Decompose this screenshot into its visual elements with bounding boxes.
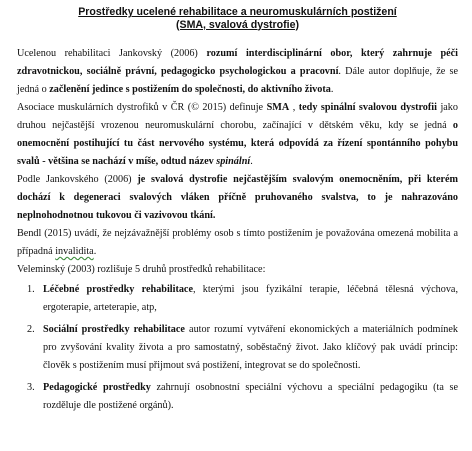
- spellcheck-word: invalidita: [55, 246, 94, 257]
- paragraph-sma: [17, 99, 458, 171]
- text-run: , kterými jsou fyzikální terapie, léčebná tělesná výchova, ergoterapie, arteterapie, atp,: [43, 284, 458, 313]
- bold-run: o onemocnění postihující tu část nervového systému, která odpovídá za řízení spontánního pohybu svalů - většina se nachází v míše, odtud název: [17, 120, 458, 167]
- heading-line-2: (SMA, svalová dystrofie): [175, 18, 300, 31]
- list-number: 2.: [27, 324, 35, 335]
- paragraph-bendl: [17, 225, 458, 261]
- text-run: Podle Jankovského (2006): [17, 174, 138, 185]
- bold-run: je svalová dystrofie nejčastějším svalovým onemocněním, při kterém dochází k degeneraci svalových vláken příčně pruhovaného svalstva, to je nahrazováno neplnohodnotnou tukovou či vazivovou tkání.: [17, 174, 458, 221]
- rehabilitation-means-list: [17, 281, 458, 415]
- text-run: .: [93, 246, 97, 257]
- heading-line-1: Prostředky ucelené rehabilitace a neuromuskulárních postižení: [78, 6, 397, 18]
- text-run: .: [330, 84, 334, 95]
- text-run: autor rozumí vytváření ekonomických a materiálních podmínek pro zvyšování kvality života a pro samostatný, soběstačný život. Jako klíčový pak uvádí princip: člověk s postižením musí přijmout svá postižení, integrovat se do společnosti.: [43, 324, 459, 371]
- bold-run: rozumí interdisciplinární obor, který zahrnuje péči zdravotnickou, sociálně právní, pedagogicko psychologickou a pracovní: [17, 48, 458, 77]
- document-heading: [17, 6, 458, 31]
- bold-run: Pedagogické prostředky: [43, 382, 151, 393]
- bold-run: začlenění jedince s postižením do společnosti, do aktivního života: [49, 84, 331, 95]
- list-number: 1.: [27, 284, 35, 295]
- bold-run: SMA: [266, 102, 290, 113]
- text-run: Bendl (2015) uvádí, že nejzávažnější problémy osob s tímto postižením je považována omezená mobilita a případná: [17, 228, 458, 257]
- text-run: Asociace muskulárních dystrofiků v ČR (© 2015) definuje: [17, 102, 267, 113]
- paragraph-svalova-dystrofie: [17, 171, 458, 225]
- text-run: zahrnují osobnostní speciální výchovu a speciální pedagogiku (ta se rozděluje dle postižené orgánů).: [43, 382, 458, 411]
- list-item: [17, 281, 458, 317]
- bold-run: tedy spinální svalovou dystrofii: [298, 102, 437, 113]
- list-item: [17, 321, 458, 375]
- text-run: ,: [289, 102, 299, 113]
- text-run: jako druhou nejčastější vrozenou neuromuskulární chorobu, začínající v dětském věku, kdy se jedná: [17, 102, 458, 131]
- bold-italic-run: spinální: [216, 156, 251, 167]
- text-run: Ucelenou rehabilitaci Jankovský (2006): [17, 48, 207, 59]
- text-run: .: [250, 156, 253, 167]
- paragraph-veleminsky: [17, 261, 458, 279]
- list-item: [17, 379, 458, 415]
- list-number: 3.: [27, 382, 35, 393]
- paragraph-ucelena-rehabilitace: [17, 45, 458, 99]
- bold-run: Sociální prostředky rehabilitace: [43, 324, 185, 335]
- text-run: Veleminský (2003) rozlišuje 5 druhů prostředků rehabilitace:: [17, 264, 266, 275]
- text-run: . Dále autor doplňuje, že se jedná o: [17, 66, 458, 95]
- bold-run: Léčebné prostředky rehabilitace: [43, 284, 193, 295]
